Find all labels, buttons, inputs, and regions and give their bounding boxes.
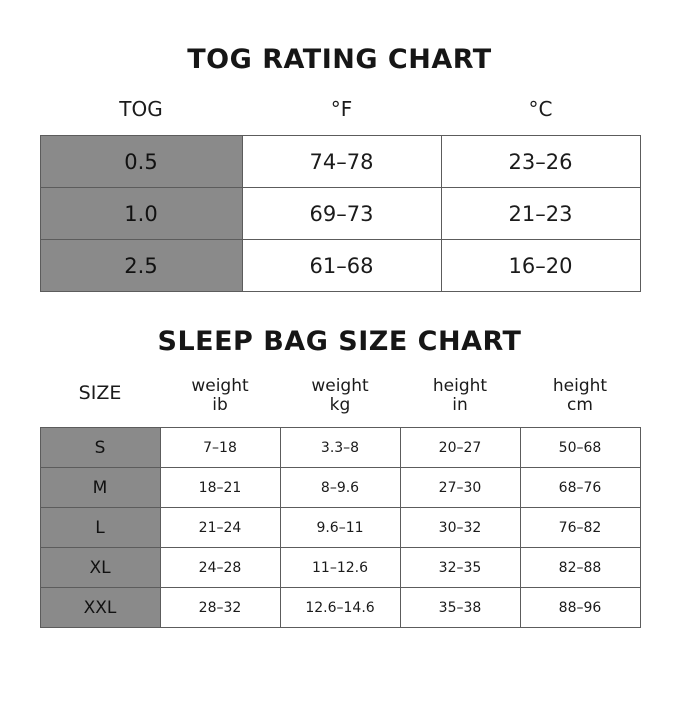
size-height-cm: 82–88 [520, 548, 640, 588]
size-header-weight-kg-line1: weight [311, 376, 369, 396]
tog-value: 2.5 [40, 240, 242, 292]
size-header-size-label: SIZE [78, 382, 122, 405]
tog-value: 0.5 [40, 136, 242, 188]
size-weight-ib: 21–24 [160, 508, 280, 548]
size-label: M [40, 468, 160, 508]
size-header-height-cm [520, 377, 640, 428]
size-height-cm: 76–82 [520, 508, 640, 548]
size-height-in: 27–30 [400, 468, 520, 508]
size-height-cm: 88–96 [520, 588, 640, 628]
size-label: L [40, 508, 160, 548]
table-row [40, 508, 640, 548]
size-header-weight-ib [160, 377, 280, 428]
table-row [40, 428, 640, 468]
size-header-height-cm-line2: cm [567, 395, 593, 416]
size-header-weight-ib-line2: ib [212, 395, 228, 416]
tog-celsius-range: 23–26 [441, 136, 640, 188]
size-height-cm: 68–76 [520, 468, 640, 508]
tog-celsius-range: 21–23 [441, 188, 640, 240]
sleep-bag-size-table [40, 377, 641, 628]
table-row [40, 240, 640, 292]
size-label: S [40, 428, 160, 468]
size-header-height-cm-line1: height [552, 376, 608, 396]
size-height-in: 30–32 [400, 508, 520, 548]
size-weight-kg: 3.3–8 [280, 428, 400, 468]
size-height-in: 35–38 [400, 588, 520, 628]
size-header-row [40, 377, 640, 428]
tog-fahrenheit-range: 74–78 [242, 136, 441, 188]
tog-chart-title: TOG RATING CHART [187, 44, 492, 75]
size-weight-kg: 11–12.6 [280, 548, 400, 588]
size-weight-ib: 28–32 [160, 588, 280, 628]
tog-header-celsius: °C [528, 97, 553, 121]
tog-header-tog: TOG [119, 97, 163, 121]
tog-table-body [40, 136, 640, 292]
tog-table-head [40, 97, 640, 136]
tog-header-fahrenheit: °F [330, 97, 353, 121]
size-weight-kg: 12.6–14.6 [280, 588, 400, 628]
size-table-head [40, 377, 640, 428]
size-weight-kg: 8–9.6 [280, 468, 400, 508]
table-row [40, 548, 640, 588]
tog-celsius-range: 16–20 [441, 240, 640, 292]
size-height-in: 32–35 [400, 548, 520, 588]
size-header-size [40, 377, 160, 428]
tog-rating-table [40, 97, 641, 292]
size-header-weight-ib-line1: weight [191, 376, 249, 396]
tog-size-chart-page [0, 44, 679, 723]
tog-header-row [40, 97, 640, 136]
size-weight-ib: 18–21 [160, 468, 280, 508]
table-row [40, 588, 640, 628]
size-table-body [40, 428, 640, 628]
tog-table-container [40, 97, 640, 292]
size-header-weight-kg-line2: kg [329, 395, 351, 416]
size-height-in: 20–27 [400, 428, 520, 468]
tog-fahrenheit-range: 61–68 [242, 240, 441, 292]
size-table-container [40, 377, 640, 628]
table-row [40, 136, 640, 188]
size-header-height-in-line2: in [452, 395, 468, 416]
size-chart-title: SLEEP BAG SIZE CHART [157, 326, 522, 357]
tog-value: 1.0 [40, 188, 242, 240]
size-label: XXL [40, 588, 160, 628]
size-header-weight-kg [280, 377, 400, 428]
size-weight-ib: 7–18 [160, 428, 280, 468]
size-weight-ib: 24–28 [160, 548, 280, 588]
size-header-height-in [400, 377, 520, 428]
tog-fahrenheit-range: 69–73 [242, 188, 441, 240]
size-label: XL [40, 548, 160, 588]
table-row [40, 468, 640, 508]
table-row [40, 188, 640, 240]
size-header-height-in-line1: height [432, 376, 488, 396]
size-weight-kg: 9.6–11 [280, 508, 400, 548]
size-height-cm: 50–68 [520, 428, 640, 468]
